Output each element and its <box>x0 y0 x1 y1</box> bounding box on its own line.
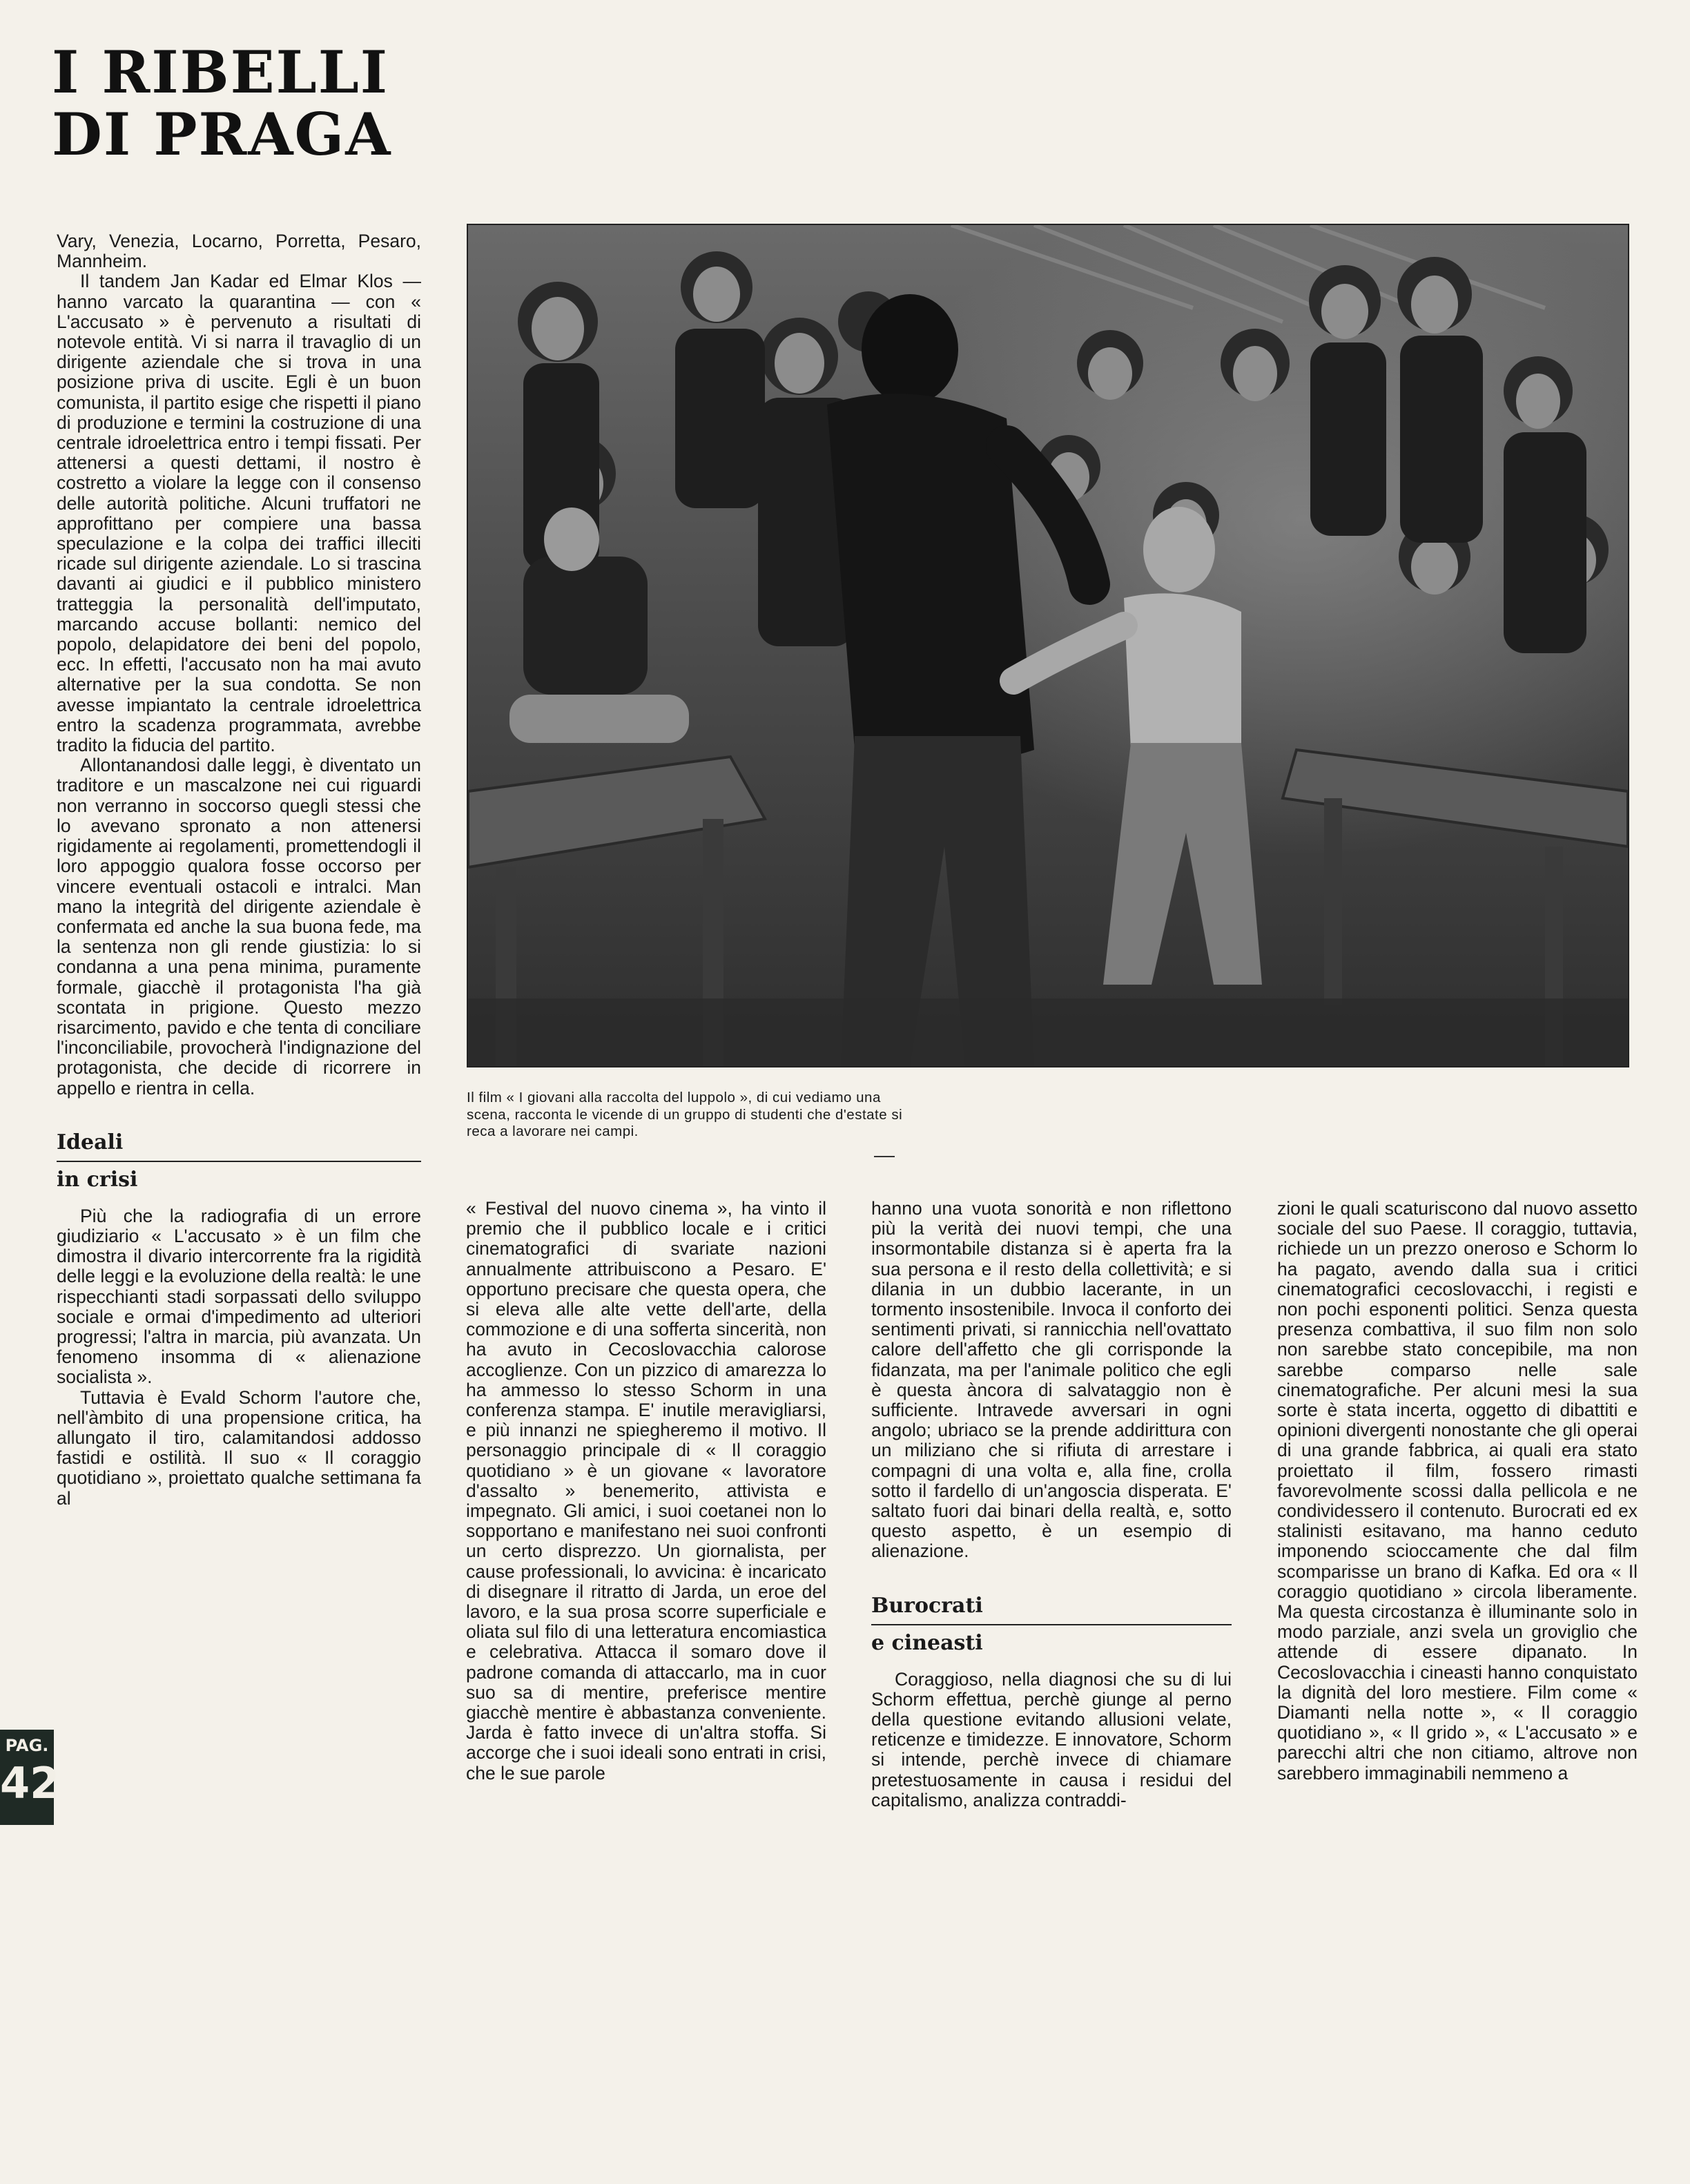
paragraph: Vary, Venezia, Locarno, Porretta, Pesaro, Mannheim. <box>57 231 421 272</box>
paragraph: Coraggioso, nella diagnosi che su di lui Schorm effettua, perchè giunge al perno della questione evitando allusioni velate, reticenze e timidezze. E innovatore, Schorm si intende, perchè invece di chiamare pretestuosamente in causa i residui del capitalismo, analizza contraddi- <box>871 1668 1232 1810</box>
section-heading-line-2: e cineasti <box>871 1630 983 1655</box>
text-column-4 <box>1277 1199 1638 1784</box>
section-heading-ideali <box>57 1129 421 1194</box>
section-heading-line-1: Ideali <box>57 1129 421 1162</box>
text-column-3 <box>871 1199 1232 1810</box>
paragraph: Tuttavia è Evald Schorm l'autore che, nell'àmbito di una propensione critica, ha allungato il tiro, calamitandosi addosso fastidi e ostilità. Il suo « Il coraggio quotidiano », proiettato qualche settimana fa al <box>57 1386 421 1509</box>
article-title <box>52 38 438 168</box>
film-still-photo <box>467 224 1629 1067</box>
page-label: PAG. <box>5 1736 49 1755</box>
film-still-illustration <box>468 225 1628 1066</box>
text-column-1 <box>57 231 421 1509</box>
photo-caption: Il film « I giovani alla raccolta del luppolo », di cui vediamo una scena, racconta le vicende di un gruppo di studenti che d'estate si reca a lavorare nei campi. <box>467 1090 903 1139</box>
title-line-2: DI PRAGA <box>52 100 392 168</box>
page-number: 42 <box>0 1758 60 1808</box>
paragraph: Allontanandosi dalle leggi, è diventato un traditore e un mascalzone nei cui riguardi non verranno in soccorso quegli stessi che lo avevano spronato a non attenersi rigidamente ai regolamenti, promettendogli il loro appoggio qualora fosse occorso per vincere eventuali ostacoli e intralci. Man mano la integrità del dirigente aziendale è confermata ed anche la sua buona fede, ma la sentenza non gli rende giustizia: lo si condanna a una pena minima, puramente formale, giacchè il protagonista l'ha già scontata in prigione. Questo mezzo risarcimento, pavido e che tenta di conciliare l'inconciliabile, provocherà l'indignazione del protagonista, che decide di ricorrere in appello e rientra in cella. <box>57 755 421 1099</box>
section-heading-burocrati <box>871 1592 1232 1657</box>
text-column-2 <box>466 1199 826 1784</box>
section-heading-line-1: Burocrati <box>871 1592 1232 1625</box>
paragraph: Più che la radiografia di un errore giudiziario « L'accusato » è un film che dimostra il divario intercorrente fra la rigidità delle leggi e la evoluzione della realtà: le une rispecchianti stadi sorpassati dello sviluppo sociale e ormai d'impedimento ad ulteriori progressi; l'altra in marcia, più avanzata. Un fenomeno insomma di « alienazione socialista ». <box>57 1205 421 1388</box>
paragraph: Il tandem Jan Kadar ed Elmar Klos — hanno varcato la quarantina — con « L'accusato » è pervenuto a risultati di notevole entità. Vi si narra il travaglio di un dirigente aziendale che si trova in una posizione priva di uscite. Egli è un buon comunista, il partito esige che rispetti il piano di produzione e termini la costruzione di una centrale idroelettrica entro i tempi fissati. Per attenersi a questi dettami, il nostro è costretto a violare la legge con il consenso delle autorità politiche. Alcuni truffatori ne approfittano per compiere una bassa speculazione e la colpa dei traffici illeciti ricade sul dirigente aziendale. Lo si trascina davanti ai giudici e il pubblico ministero tratteggia la personalità dell'imputato, marcando accuse bollanti: nemico del popolo, delapidatore dei beni del popolo, ecc. In effetti, l'accusato non ha mai avuto alternative per la sua condotta. Se non avesse impiantato la centrale idroelettrica entro la scadenza programmata, avrebbe tradito la fiducia del partito. <box>57 271 421 756</box>
paragraph: « Festival del nuovo cinema », ha vinto il premio che il pubblico locale e i critici cinematografici di svariate nazioni annualmente attribuiscono a Pesaro. E' opportuno precisare che questa opera, che si eleva alle alte vette dell'arte, della commozione e di una sofferta sincerità, non ha avuto in Cecoslovacchia calorose accoglienze. Con un pizzico di amarezza lo ha ammesso lo stesso Schorm in una conferenza stampa. E' inutile meravigliarsi, e più innanzi ne spiegheremo il motivo. Il personaggio principale di « Il coraggio quotidiano » è un giovane « lavoratore d'assalto » benemerito, attivista e impegnato. Gli amici, i suoi coetanei non lo sopportano e manifestano nei suoi confronti un certo disprezzo. Un giornalista, per cause professionali, lo avvicina: è incaricato di disegnare il ritratto di Jarda, un eroe del lavoro, e la sua prosa scorre superficiale e oliata sul filo di una letteratura encomiastica e celebrativa. Attacca il somaro dove il padrone comanda di attaccarlo, ma in cuor suo sa di mentire, preferisce mentire giacchè mentire è abbastanza conveniente. Jarda è fatto invece di un'altra stoffa. Si accorge che i suoi ideali sono entrati in crisi, che le sue parole <box>466 1198 826 1784</box>
paragraph: hanno una vuota sonorità e non riflettono più la verità dei nuovi tempi, che una insormontabile distanza si è aperta fra la sua persona e il resto della collettività; e si dilania in un dubbio lacerante, in un tormento insostenibile. Invoca il conforto dei sentimenti privati, si rannicchia nell'ovattato calore dell'affetto che gli corrisponde la fidanzata, ma per l'animale politico che egli è questa àncora di salvataggio non è sufficiente. Intravede avversari in ogni angolo; ubriaco se la prende addirittura con un miliziano che si rifiuta di arrestare i compagni di una volta e, alla fine, crolla sotto il fardello di un'angoscia disperata. E' saltato fuori dai binari della realtà, e, sotto questo aspetto, è un esempio di alienazione. <box>871 1198 1232 1562</box>
caption-divider <box>874 1156 895 1157</box>
section-heading-line-2: in crisi <box>57 1167 138 1192</box>
title-line-1: I RIBELLI <box>52 38 389 106</box>
page-number-badge <box>0 1730 60 1825</box>
paragraph: zioni le quali scaturiscono dal nuovo assetto sociale del suo Paese. Il coraggio, tuttavia, richiede un un prezzo oneroso e Schorm lo ha pagato, avendo dalla sua i critici cinematografici cecoslovacchi, i registi e non pochi esponenti politici. Senza questa presenza combattiva, il suo film non solo non sarebbe stato concepibile, ma non sarebbe comparso nelle sale cinematografiche. Per alcuni mesi la sua sorte è stata incerta, oggetto di dibattiti e opinioni divergenti nonostante che gli operai di una grande fabbrica, ai quali era stato proiettato il film, fossero rimasti favorevolmente scossi dalla pellicola e ne condividessero il contenuto. Burocrati ed ex stalinisti esitavano, ma hanno ceduto imponendo scioccamente che dal film scomparisse un brano di Kafka. Ed ora « Il coraggio quotidiano » circola liberamente. Ma questa circostanza è illuminante solo in modo parziale, anzi svela un groviglio che attende di essere dipanato. In Cecoslovacchia i cineasti hanno conquistato la dignità del loro mestiere. Film come « Diamanti nella notte », « Il coraggio quotidiano », « Il grido », « L'accusato » e parecchi altri che non citiamo, altrove non sarebbero immaginabili nemmeno a <box>1277 1198 1638 1784</box>
